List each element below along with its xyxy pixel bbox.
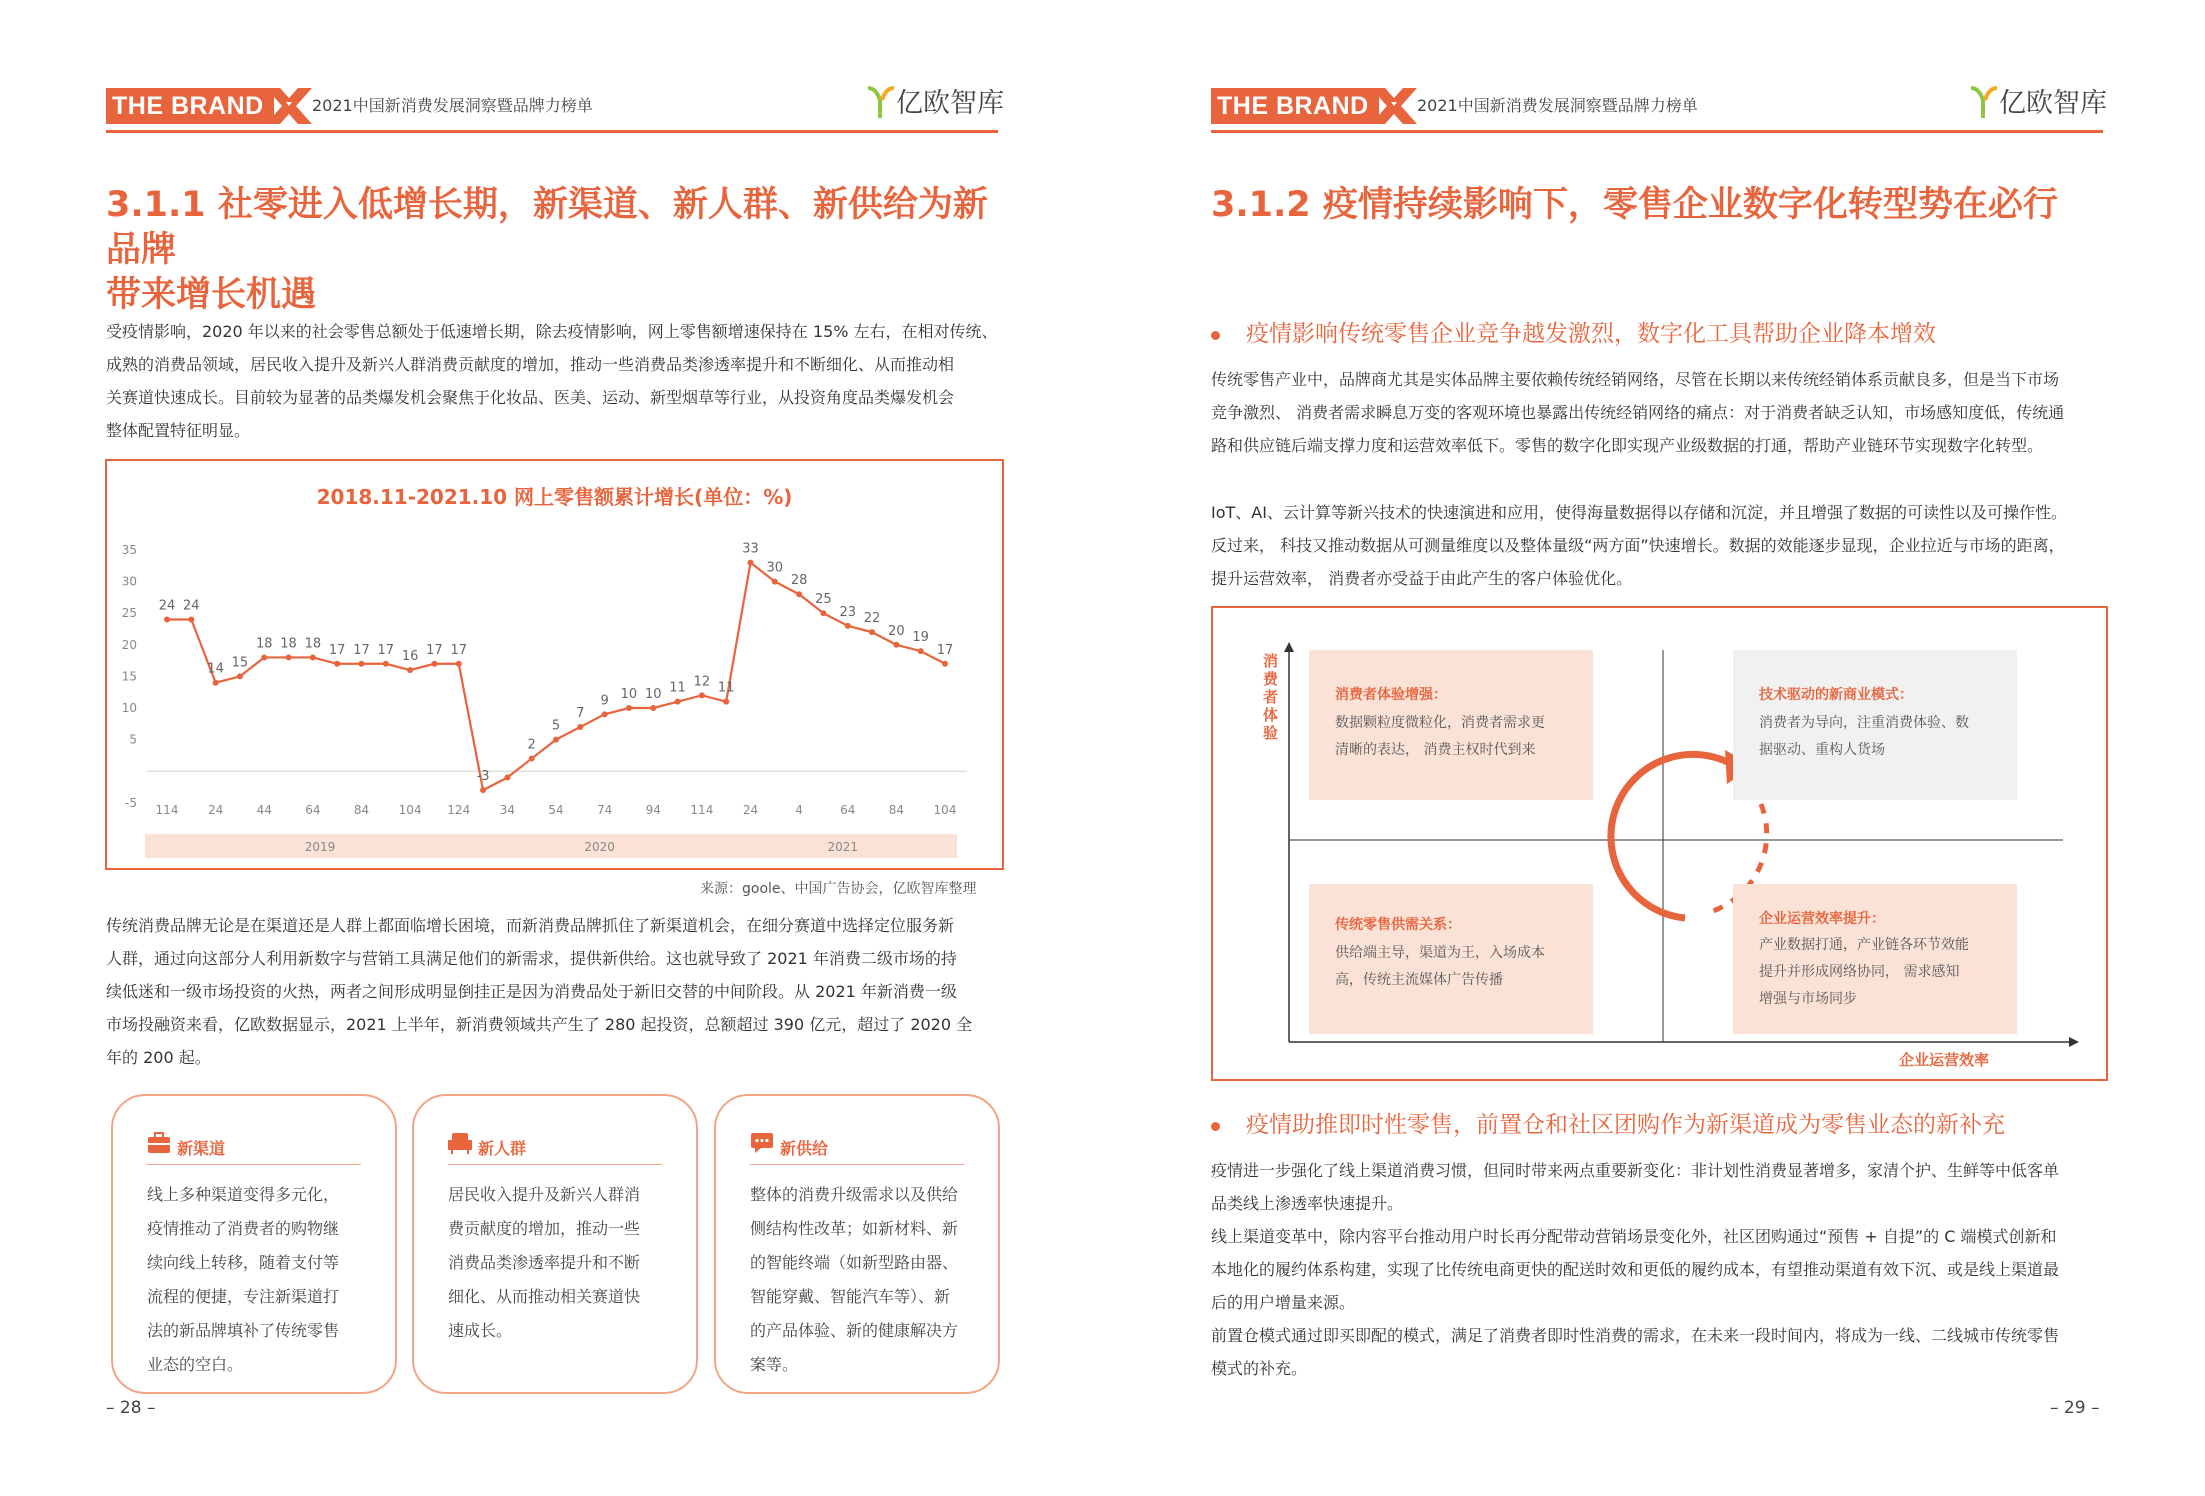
data-label: 9: [600, 693, 609, 709]
card-body: [448, 1178, 678, 1348]
header-rule: [1211, 130, 2103, 133]
data-label: 15: [231, 655, 249, 671]
data-label: 30: [766, 560, 784, 576]
card-new-channel: [111, 1094, 397, 1394]
brand-label: THE BRAND: [1211, 88, 1379, 124]
bullet-heading-1: 疫情影响传统零售企业竞争越发激烈，数字化工具帮助企业降本增效: [1246, 321, 1936, 347]
card-line: 费贡献度的增加，推动一些: [448, 1219, 641, 1238]
data-point: [942, 661, 948, 667]
text-line: 受疫情影响，2020 年以来的社会零售总额处于低速增长期，除去疫情影响，网上零售额增速保持在 15% 左右，在相对传统、: [106, 322, 998, 341]
quadrant-line: 增强与市场同步: [1759, 991, 1857, 1007]
card-title: 新渠道: [177, 1139, 226, 1158]
y-tick-label: 35: [121, 543, 137, 557]
data-label: 18: [304, 636, 322, 652]
y-tick-label: 15: [121, 669, 137, 684]
card-body: [750, 1178, 990, 1382]
text-line: 本地化的履约体系构建，实现了比传统电商更快的配送时效和更低的履约成本，有望推动渠道有效下沉、或是线上渠道最: [1211, 1260, 2060, 1279]
text-line: 反过来， 科技又推动数据从可测量维度以及整体量级“两方面”快速增长。数据的效能逐步显现，企业拉近与市场的距离，: [1211, 536, 2065, 555]
quadrant-title: 传统零售供需关系：: [1335, 917, 1461, 933]
card-line: 法的新品牌填补了传统零售: [147, 1321, 340, 1340]
data-point: [626, 705, 632, 711]
left-section-title: [106, 183, 1006, 318]
quadrant-bottom-right: [1733, 884, 2017, 1034]
data-label: 17: [328, 642, 346, 658]
quadrant-title: 企业运营效率提升：: [1759, 911, 1885, 927]
left-section-title-line2: 带来增长机遇: [106, 275, 317, 315]
data-label: 16: [401, 649, 419, 665]
year-label: 2021: [827, 840, 859, 854]
right-paragraph-3: [1211, 1154, 2106, 1385]
y-tick-label: 20: [121, 637, 137, 652]
quadrant-diagram: [1211, 606, 2108, 1081]
x-axis-label: 企业运营效率: [1899, 1051, 1990, 1069]
data-point: [237, 673, 243, 679]
card-line: 的智能终端（如新型路由器、: [750, 1253, 959, 1272]
logo-text: 亿欧智库: [896, 88, 1004, 119]
data-point: [845, 623, 851, 629]
card-line: 续向线上转移，随着支付等: [147, 1253, 340, 1272]
data-point: [893, 642, 899, 648]
data-label: 14: [207, 661, 224, 677]
quadrant-body: [1335, 710, 1585, 764]
data-point: [383, 661, 389, 667]
data-label: 23: [839, 604, 857, 620]
quadrant-top-right: [1733, 650, 2017, 800]
text-line: 年的 200 起。: [106, 1048, 211, 1067]
data-point: [431, 661, 437, 667]
data-label: 28: [790, 573, 808, 589]
card-line: 智能穿戴、智能汽车等）、新: [750, 1287, 951, 1306]
text-line: 竞争激烈、 消费者需求瞬息万变的客观环境也暴露出传统经销网络的痛点：对于消费者缺乏认知，市场感知度低，传统通: [1211, 403, 2065, 422]
data-label: -3: [476, 769, 490, 785]
briefcase-icon: [147, 1132, 171, 1154]
quadrant-line: 清晰的表达， 消费主权时代到来: [1335, 742, 1536, 758]
x-tick-label: 124: [447, 803, 471, 817]
text-line: 关赛道快速成长。目前较为显著的品类爆发机会聚焦于化妆品、医美、运动、新型烟草等行业，从投资角度品类爆发机会: [106, 388, 955, 407]
card-line: 速成长。: [448, 1321, 513, 1340]
y-tick-label: 10: [121, 701, 137, 715]
data-point: [602, 711, 608, 717]
right-paragraph-1: [1211, 363, 2106, 462]
left-body-paragraph: [106, 909, 1001, 1074]
data-point: [553, 737, 559, 743]
quadrant-body: [1759, 710, 2009, 764]
chart-title: 2018.11-2021.10 网上零售额累计增长(单位：%): [316, 485, 793, 509]
card-line: 细化、从而推动相关赛道快: [448, 1287, 641, 1306]
year-label: 2020: [584, 840, 615, 854]
card-line: 业态的空白。: [147, 1355, 244, 1374]
data-label: 19: [912, 630, 929, 646]
quadrant-bottom-left: [1309, 884, 1593, 1034]
quadrant-line: 供给端主导，渠道为王，入场成本: [1335, 945, 1545, 961]
card-divider: [750, 1164, 964, 1165]
text-line: 传统零售产业中，品牌商尤其是实体品牌主要依赖传统经销网络，尽管在长期以来传统经销体系贡献良多，但是当下市场: [1211, 370, 2060, 389]
x-tick-label: 84: [888, 803, 905, 817]
logo-icon: [1969, 86, 1999, 120]
x-tick-label: 54: [548, 803, 564, 817]
data-point: [529, 756, 535, 762]
card-line: 线上多种渠道变得多元化，: [147, 1185, 340, 1204]
brand-x-icon: [266, 88, 312, 124]
data-label: 25: [815, 592, 832, 608]
quadrant-body: [1335, 940, 1585, 994]
data-point: [869, 629, 875, 635]
right-section-title: 3.1.2 疫情持续影响下，零售企业数字化转型势在必行: [1211, 185, 2058, 225]
data-point: [164, 617, 170, 623]
x-tick-label: 64: [305, 803, 321, 817]
card-title: 新人群: [478, 1139, 527, 1158]
quadrant-line: 高，传统主流媒体广告传播: [1335, 972, 1503, 988]
logo-text: 亿欧智库: [1999, 88, 2107, 119]
text-line: 市场投融资来看，亿欧数据显示，2021 上半年，新消费领域共产生了 280 起投资，总额超过 390 亿元，超过了 2020 全: [106, 1015, 973, 1034]
card-line: 流程的便捷，专注新渠道打: [147, 1287, 340, 1306]
data-label: 11: [669, 680, 686, 696]
card-line: 消费品类渗透率提升和不断: [448, 1253, 641, 1272]
data-point: [723, 699, 729, 705]
cycle-arrow-arc: [1611, 754, 1735, 918]
text-line: 品类线上渗透率快速提升。: [1211, 1194, 1404, 1213]
right-paragraph-2: [1211, 496, 2106, 595]
bullet-heading-2: 疫情助推即时性零售，前置仓和社区团购作为新渠道成为零售业态的新补充: [1246, 1112, 2005, 1138]
data-point: [699, 692, 705, 698]
data-point: [504, 775, 510, 781]
quadrant-line: 消费者为导向，注重消费体验、数: [1759, 715, 1969, 731]
data-point: [675, 699, 681, 705]
text-line: 整体配置特征明显。: [106, 421, 251, 440]
text-line: 疫情进一步强化了线上渠道消费习惯，但同时带来两点重要新变化：非计划性消费显著增多，家清个护、生鲜等中低客单: [1211, 1161, 2060, 1180]
page-number-left: – 28 –: [106, 1398, 156, 1418]
quadrant-body: [1759, 932, 2009, 1013]
x-tick-label: 104: [398, 803, 422, 817]
left-intro-paragraph: [106, 315, 1001, 447]
card-line: 居民收入提升及新兴人群消: [448, 1185, 641, 1204]
x-tick-label: 114: [690, 803, 714, 817]
x-tick-label: 104: [933, 803, 957, 817]
card-new-supply: [714, 1094, 1000, 1394]
left-section-title-line1: 3.1.1 社零进入低增长期，新渠道、新人群、新供给为新品牌: [106, 185, 988, 270]
data-label: 24: [183, 598, 200, 614]
quadrant-line: 数据颗粒度微粒化，消费者需求更: [1335, 715, 1545, 731]
data-label: 17: [936, 642, 954, 658]
data-point: [334, 661, 340, 667]
y-tick-label: 30: [121, 574, 137, 589]
data-point: [286, 654, 292, 660]
x-tick-label: 94: [645, 803, 661, 817]
bullet-dot: [1211, 331, 1220, 340]
data-label: 5: [551, 718, 561, 734]
brand-x-icon: [1371, 88, 1417, 124]
data-label: 17: [450, 642, 468, 658]
data-point: [772, 579, 778, 585]
armchair-icon: [448, 1132, 472, 1154]
header-rule: [106, 130, 998, 133]
x-tick-label: 74: [596, 803, 613, 817]
text-line: 前置仓模式通过即买即配的模式，满足了消费者即时性消费的需求，在未来一段时间内，将成为一线、二线城市传统零售: [1211, 1326, 2060, 1345]
y-tick-label: 25: [121, 606, 137, 621]
text-line: 人群，通过向这部分人利用新数字与营销工具满足他们的新需求，提供新供给。这也就导致了 2021 年消费二级市场的持: [106, 949, 957, 968]
quadrant-top-left: [1309, 650, 1593, 800]
data-point: [796, 591, 802, 597]
data-label: 2: [527, 737, 536, 753]
page-number-right: – 29 –: [2050, 1398, 2100, 1418]
text-line: 提升运营效率， 消费者亦受益于由此产生的客户体验优化。: [1211, 569, 1633, 588]
data-point: [407, 667, 413, 673]
x-tick-label: 24: [742, 803, 759, 817]
data-label: 10: [644, 687, 662, 702]
brand-label: THE BRAND: [106, 88, 274, 124]
year-label: 2019: [304, 840, 336, 854]
x-axis-arrow: [2069, 1037, 2079, 1047]
x-tick-label: 64: [840, 803, 856, 817]
data-label: 18: [280, 636, 297, 652]
data-label: 17: [377, 642, 395, 658]
data-point: [359, 661, 365, 667]
data-label: 12: [693, 674, 711, 690]
text-line: 路和供应链后端支撑力度和运营效率低下。零售的数字化即实现产业级数据的打通，帮助产业链环节实现数字化转型。: [1211, 436, 2044, 455]
data-point: [820, 610, 826, 616]
text-line: 续低迷和一级市场投资的火热，两者之间形成明显倒挂正是因为消费品处于新旧交替的中间阶段。从 2021 年新消费一级: [106, 982, 957, 1001]
text-line: 后的用户增量来源。: [1211, 1293, 1356, 1312]
x-tick-label: 44: [256, 803, 272, 817]
text-line: 传统消费品牌无论是在渠道还是人群上都面临增长困境，而新消费品牌抓住了新渠道机会，在细分赛道中选择定位服务新: [106, 916, 955, 935]
y-axis-label: 消费者体验: [1263, 652, 1279, 742]
data-point: [261, 654, 267, 660]
data-label: 17: [426, 642, 443, 658]
card-body: [147, 1178, 377, 1382]
y-tick-label: 5: [129, 732, 137, 747]
data-label: 18: [255, 636, 273, 652]
text-line: 线上渠道变革中，除内容平台推动用户时长再分配带动营销场景变化外，社区团购通过“预售 + 自提”的 C 端模式创新和: [1211, 1227, 2057, 1246]
card-divider: [448, 1164, 662, 1165]
data-point: [650, 705, 656, 711]
data-label: 11: [717, 680, 735, 696]
x-tick-label: 4: [795, 803, 803, 817]
chart-source: 来源：goole、中国广告协会，亿欧智库整理: [700, 881, 977, 897]
x-tick-label: 114: [155, 803, 179, 817]
data-point: [456, 661, 462, 667]
data-point: [748, 560, 754, 566]
text-line: IoT、AI、云计算等新兴技术的快速演进和应用，使得海量数据得以存储和沉淀，并且增强了数据的可读性以及可操作性。: [1211, 503, 2067, 522]
card-line: 整体的消费升级需求以及供给: [750, 1185, 959, 1204]
report-title: 2021中国新消费发展洞察暨品牌力榜单: [312, 96, 593, 115]
card-line: 疫情推动了消费者的购物继: [147, 1219, 340, 1238]
data-point: [480, 787, 486, 793]
data-label: 24: [158, 598, 176, 614]
card-line: 侧结构性改革；如新材料、新: [750, 1219, 959, 1238]
card-divider: [147, 1164, 361, 1165]
card-title: 新供给: [780, 1139, 829, 1158]
data-label: 33: [742, 541, 759, 557]
logo-icon: [866, 86, 896, 120]
data-point: [577, 724, 583, 730]
card-line: 案等。: [750, 1355, 799, 1374]
data-point: [188, 617, 194, 623]
x-tick-label: 34: [499, 803, 516, 817]
card-line: 的产品体验、新的健康解决方: [750, 1321, 959, 1340]
y-axis-arrow: [1284, 642, 1294, 652]
report-title: 2021中国新消费发展洞察暨品牌力榜单: [1417, 96, 1698, 115]
text-line: 模式的补充。: [1211, 1359, 1308, 1378]
data-label: 17: [353, 642, 370, 658]
data-point: [310, 654, 316, 660]
quadrant-line: 提升并形成网络协同， 需求感知: [1759, 964, 1960, 980]
line-chart: [107, 461, 1002, 868]
data-point: [918, 648, 924, 654]
quadrant-title: 消费者体验增强：: [1335, 687, 1447, 703]
x-tick-label: 24: [207, 803, 224, 817]
data-label: 10: [620, 687, 638, 702]
quadrant-line: 据驱动、重构人货场: [1759, 742, 1885, 758]
y-tick-label: -5: [125, 795, 137, 810]
quadrant-title: 技术驱动的新商业模式：: [1759, 687, 1913, 703]
data-point: [213, 680, 219, 686]
card-new-population: [412, 1094, 698, 1394]
chat-bubble-icon: [750, 1132, 774, 1154]
chart-frame: [105, 459, 1004, 870]
data-label: 7: [576, 705, 585, 721]
quadrant-line: 产业数据打通，产业链各环节效能: [1759, 937, 1969, 953]
bullet-dot: [1211, 1122, 1220, 1131]
data-label: 20: [888, 623, 905, 639]
data-label: 22: [863, 611, 881, 627]
text-line: 成熟的消费品领域，居民收入提升及新兴人群消费贡献度的增加，推动一些消费品类渗透率提升和不断细化、从而推动相: [106, 355, 955, 374]
x-tick-label: 84: [353, 803, 370, 817]
